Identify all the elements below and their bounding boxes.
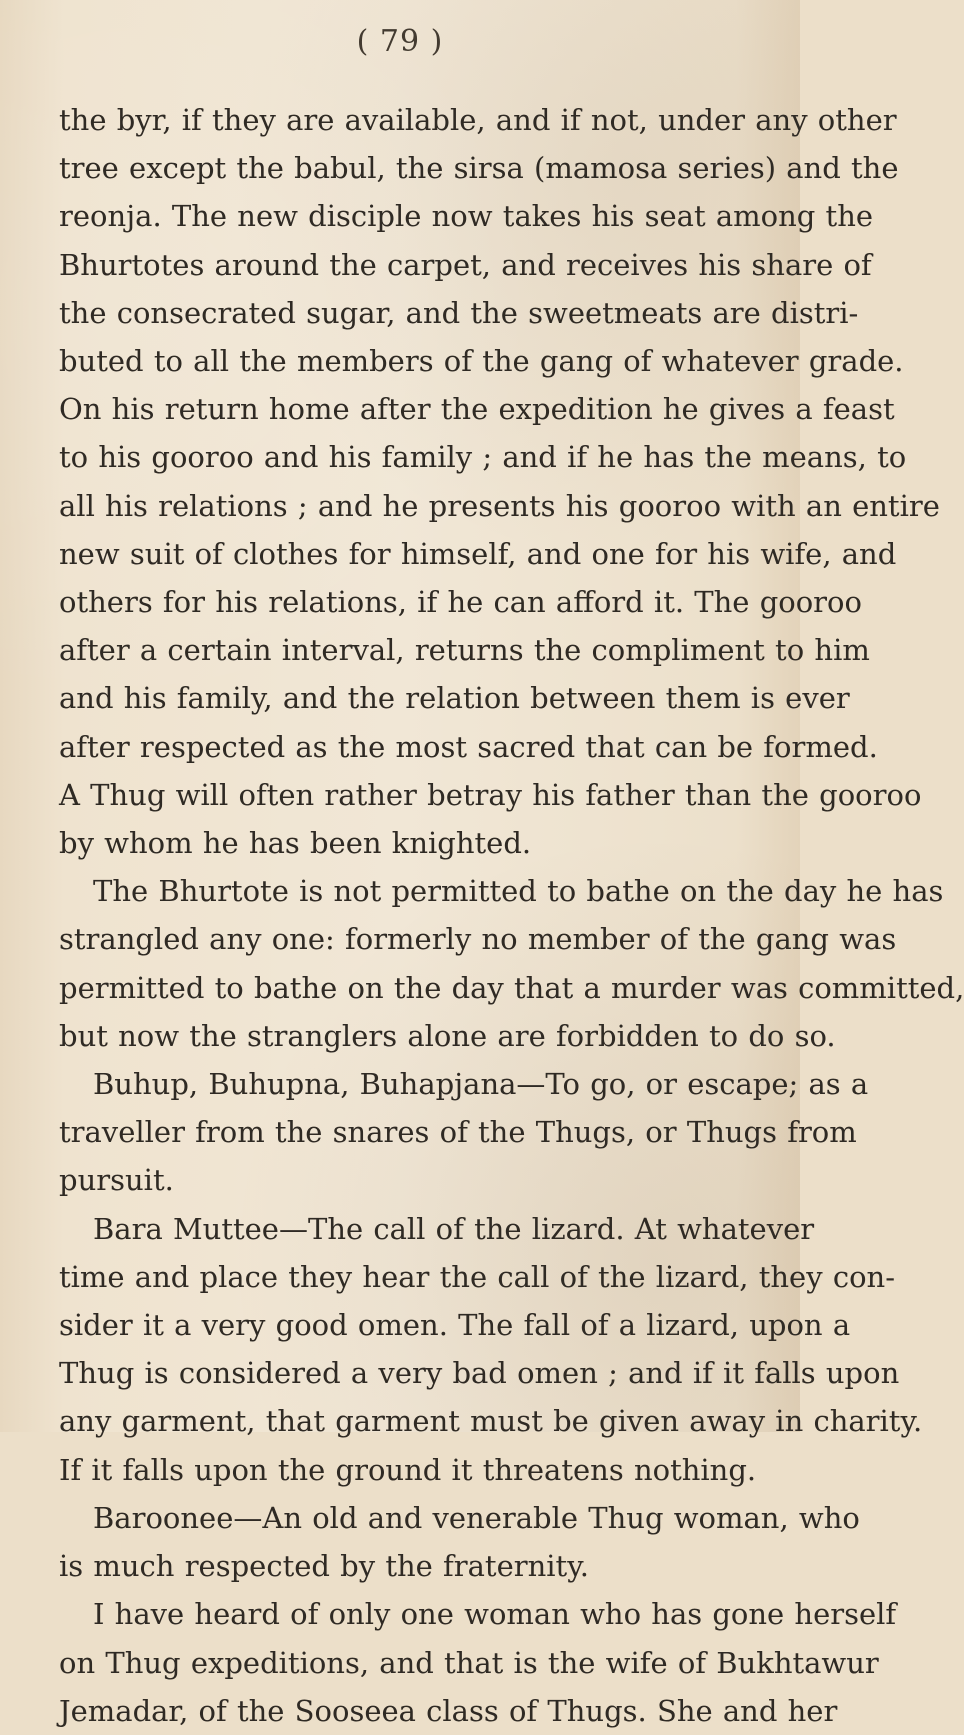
text-line: I have heard of only one woman who has gone herself — [93, 1597, 897, 1632]
text-line: On his return home after the expedition he gives a feast — [59, 392, 895, 427]
text-line: reonja. The new disciple now takes his seat among the — [59, 199, 874, 234]
text-line: Jemadar, of the Sooseea class of Thugs. She and her — [59, 1693, 838, 1728]
text-line: all his relations ; and he presents his gooroo with an entire — [59, 488, 940, 523]
text-line: Baroonee—An old and venerable Thug woman, who — [93, 1500, 860, 1535]
text-line: sider it a very good omen. The fall of a lizard, upon a — [59, 1308, 851, 1343]
text-line: on Thug expeditions, and that is the wife of Bukhtawur — [59, 1645, 879, 1680]
text-line: any garment, that garment must be given away in charity. — [59, 1404, 923, 1439]
text-line: by whom he has been knighted. — [59, 826, 532, 861]
text-line: time and place they hear the call of the lizard, they con- — [59, 1259, 895, 1294]
text-line: Buhup, Buhupna, Buhapjana—To go, or escape; as a — [93, 1067, 869, 1102]
text-line: the byr, if they are available, and if not, under any other — [59, 103, 897, 137]
text-line: buted to all the members of the gang of whatever grade. — [59, 344, 904, 379]
text-line: but now the stranglers alone are forbidden to do so. — [59, 1018, 836, 1053]
text-line: the consecrated sugar, and the sweetmeats are distri- — [59, 295, 859, 330]
text-line: tree except the babul, the sirsa (mamosa series) and the — [59, 151, 899, 186]
text-line: others for his relations, if he can afford it. The gooroo — [59, 585, 862, 620]
text-line: after respected as the most sacred that can be formed. — [59, 729, 878, 764]
page-text — [59, 96, 964, 1735]
text-line: Bara Muttee—The call of the lizard. At whatever — [93, 1211, 815, 1246]
text-line: permitted to bathe on the day that a murder was committed, — [59, 970, 964, 1005]
text-line: new suit of clothes for himself, and one for his wife, and — [59, 536, 897, 571]
text-line: to his gooroo and his family ; and if he has the means, to — [59, 440, 907, 475]
page-number: ( 79 ) — [356, 24, 444, 59]
text-line: If it falls upon the ground it threatens nothing. — [59, 1452, 757, 1487]
text-line: Bhurtotes around the carpet, and receives his share of — [59, 247, 872, 282]
text-line: traveller from the snares of the Thugs, or Thugs from — [59, 1115, 857, 1150]
text-line: pursuit. — [59, 1163, 174, 1198]
text-line: after a certain interval, returns the compliment to him — [59, 633, 870, 668]
text-line: A Thug will often rather betray his father than the gooroo — [59, 777, 922, 812]
text-line: The Bhurtote is not permitted to bathe on the day he has — [93, 874, 944, 909]
text-line: is much respected by the fraternity. — [59, 1549, 589, 1584]
text-line: Thug is considered a very bad omen ; and if it falls upon — [59, 1356, 900, 1391]
text-line: strangled any one: formerly no member of the gang was — [59, 922, 897, 957]
text-line: and his family, and the relation between them is ever — [59, 681, 850, 716]
